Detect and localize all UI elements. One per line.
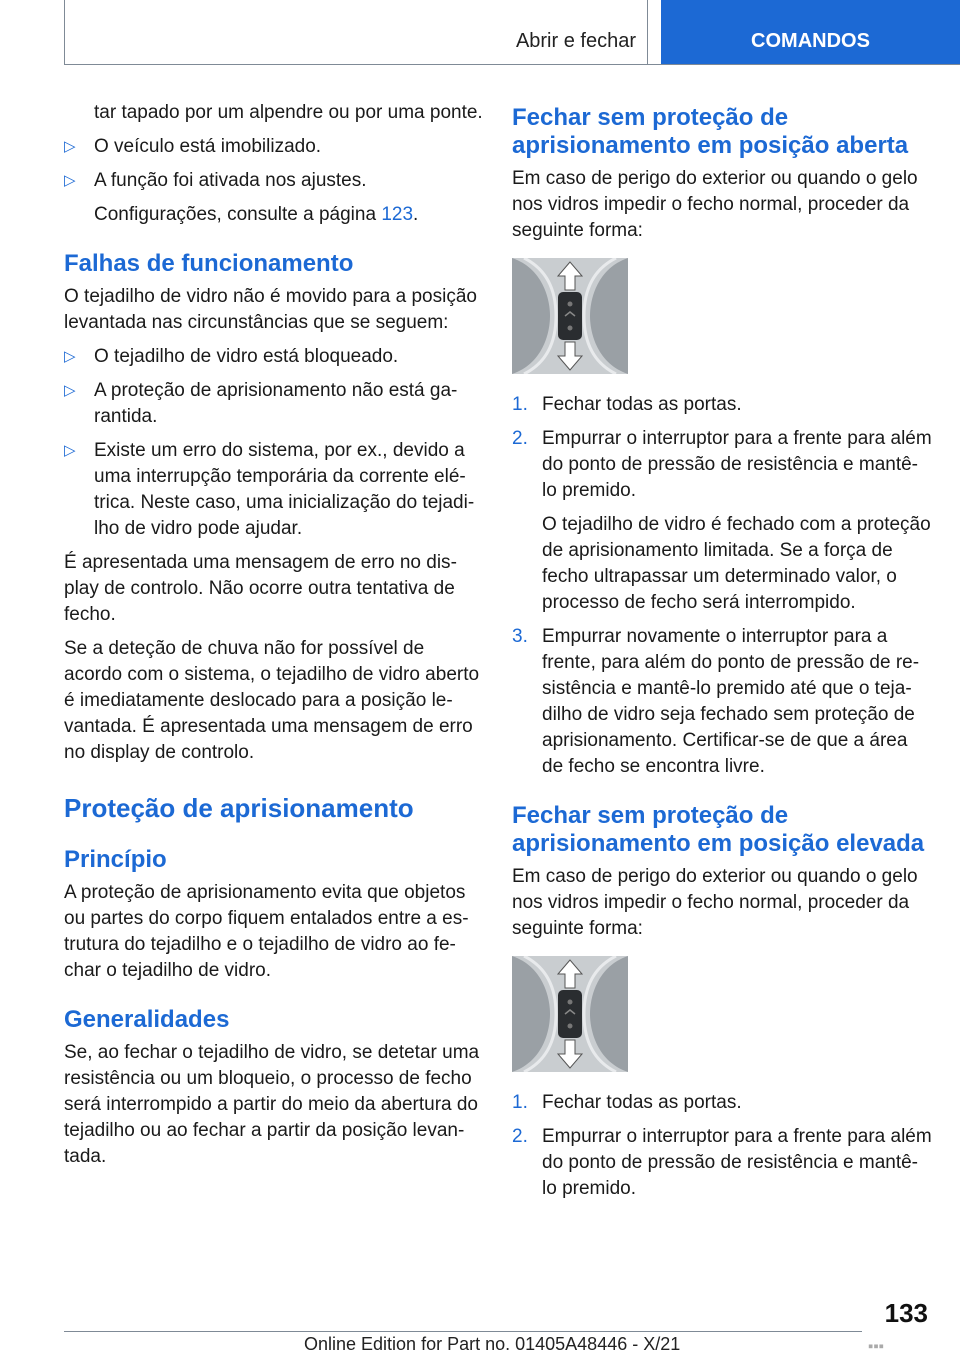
step-item: 2. Empurrar o interruptor para a frente para além do ponto de pressão de resistência e mantê-lo premido. xyxy=(512,1126,932,1199)
footer-edition: Online Edition for Part no. 01405A48446 - X/21 xyxy=(304,1334,681,1354)
header-section-title: Abrir e fechar xyxy=(515,30,636,52)
heading-falhas: Falhas de funcionamento xyxy=(64,250,354,277)
heading-principio: Princípio xyxy=(64,846,167,873)
paragraph-erro: É apresentada uma mensagem de erro no display de controlo. Não ocorre outra tentativa de fecho. xyxy=(64,552,457,625)
heading-fechar-aberta: Fechar sem proteção de aprisionamento em posição aberta xyxy=(512,104,909,159)
switch-illustration-image xyxy=(512,258,628,374)
heading-protecao: Proteção de aprisionamento xyxy=(64,793,414,823)
left-column xyxy=(64,100,484,1178)
heading-fechar-elevada: Fechar sem proteção de aprisionamento em posição elevada xyxy=(512,802,925,857)
step-item: 2. Empurrar o interruptor para a frente para além do ponto de pressão de resistência e mantê-lo premido. xyxy=(512,428,932,501)
step-item: 3. Empurrar novamente o interruptor para a frente, para além do ponto de pressão de resistência e mantê-lo premido até que o tejadilho de vidro seja fechado sem proteção de aprisionamento. Certificar-se de que a área de fecho se encontra livre. xyxy=(512,626,920,777)
header-rule xyxy=(64,64,960,65)
step-note: O tejadilho de vidro é fechado com a proteção de aprisionamento limitada. Se a força de fecho ultrapassar um determinado valor, o processo de fecho será interrompido. xyxy=(542,514,931,613)
page-number: 133 xyxy=(884,1298,928,1328)
triangle-bullet-icon: ▷ xyxy=(64,172,76,189)
bullet-item: ▷ Existe um erro do sistema, por ex., devido a uma interrupção temporária da corrente elétrica. Neste caso, uma inicialização do tejadilho de vidro pode ajudar. xyxy=(64,440,475,539)
paragraph-generalidades: Se, ao fechar o tejadilho de vidro, se detetar uma resistência ou um bloqueio, o processo de fecho será interrompido a partir do meio da abertura do tejadilho ou ao fechar a partir da posição levantada. xyxy=(64,1042,480,1167)
step-item: 1. Fechar todas as portas. xyxy=(512,1092,742,1113)
header-chapter-title: COMANDOS xyxy=(751,30,870,52)
triangle-bullet-icon: ▷ xyxy=(64,348,76,365)
roof-switch-icon xyxy=(512,956,628,1072)
heading-generalidades: Generalidades xyxy=(64,1006,230,1033)
triangle-bullet-icon: ▷ xyxy=(64,442,76,459)
roof-switch-icon xyxy=(512,258,628,374)
config-reference: Configurações, consulte a página 123. xyxy=(94,204,419,225)
step-item: 1. Fechar todas as portas. xyxy=(512,394,742,415)
bullet-item: ▷ O tejadilho de vidro está bloqueado. xyxy=(64,344,484,370)
paragraph-principio: A proteção de aprisionamento evita que objetos ou partes do corpo fiquem entalados entre a estrutura do tejadilho e o tejadilho de vidro ao fechar o tejadilho de vidro. xyxy=(64,882,469,981)
continued-text: tar tapado por um alpendre ou por uma ponte. xyxy=(94,102,483,123)
paragraph-chuva: Se a deteção de chuva não for possível de acordo com o sistema, o tejadilho de vidro aberto é imediatamente deslocado para a posição levantada. É apresentada uma mensagem de erro no display de controlo. xyxy=(64,638,480,763)
right-column xyxy=(512,100,932,1210)
watermark-logo: ▪▪▪ xyxy=(868,1338,884,1355)
paragraph-falhas: O tejadilho de vidro não é movido para a posição levantada nas circunstâncias que se seguem: xyxy=(64,286,477,333)
bullet-item: ▷ A proteção de aprisionamento não está garantida. xyxy=(64,380,458,427)
header-chapter-tab xyxy=(661,0,960,64)
footer-rule xyxy=(64,1331,862,1332)
paragraph-aberta: Em caso de perigo do exterior ou quando o gelo nos vidros impedir o fecho normal, proceder da seguinte forma: xyxy=(512,168,918,241)
paragraph-elevada: Em caso de perigo do exterior ou quando o gelo nos vidros impedir o fecho normal, proceder da seguinte forma: xyxy=(512,866,918,939)
switch-illustration-image xyxy=(512,956,628,1072)
triangle-bullet-icon: ▷ xyxy=(64,138,76,155)
bullet-item: ▷ A função foi ativada nos ajustes. xyxy=(64,168,484,194)
page-link[interactable]: 123 xyxy=(381,204,414,225)
bullet-item: ▷ O veículo está imobilizado. xyxy=(64,134,484,160)
triangle-bullet-icon: ▷ xyxy=(64,382,76,399)
